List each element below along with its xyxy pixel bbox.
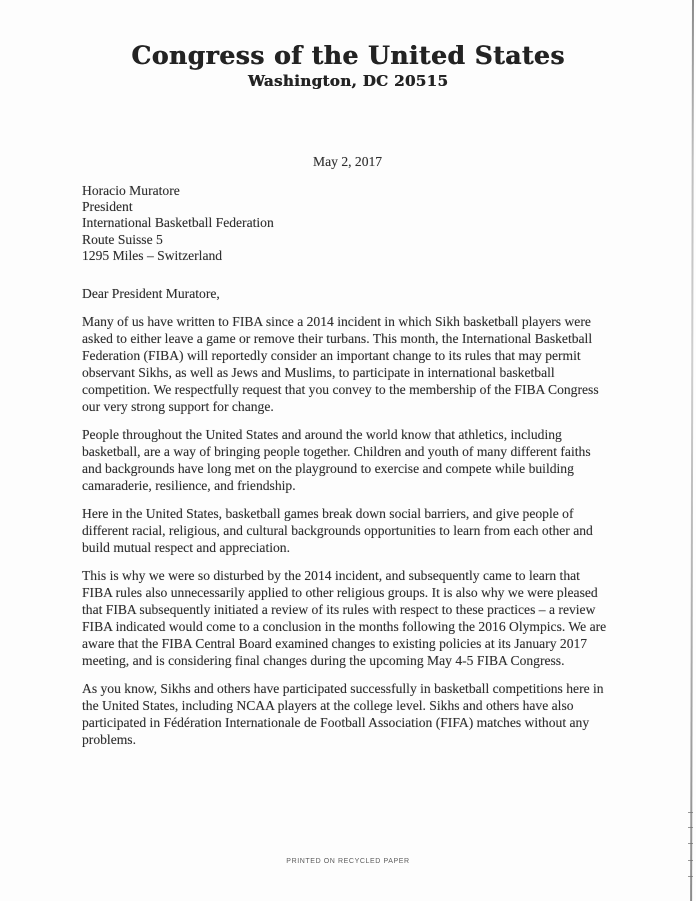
paragraph-line: problems. bbox=[82, 732, 136, 748]
body-paragraph bbox=[82, 505, 630, 556]
paragraph-line: aware that the FIBA Central Board examined changes to existing policies at its January 2017 bbox=[82, 636, 588, 652]
recycled-paper-note: PRINTED ON RECYCLED PAPER bbox=[286, 858, 410, 865]
salutation: Dear President Muratore, bbox=[82, 286, 220, 302]
scan-tick-artifact bbox=[688, 843, 693, 844]
body-paragraph bbox=[82, 680, 630, 748]
paragraph-line: asked to either leave a game or remove their turbans. This month, the International Basketball bbox=[82, 331, 593, 347]
paragraph-line: Here in the United States, basketball games break down social barriers, and give people of bbox=[82, 506, 574, 522]
paragraph-line: our very strong support for change. bbox=[82, 399, 274, 415]
scan-tick-artifact bbox=[688, 827, 693, 828]
paragraph-line: build mutual respect and appreciation. bbox=[82, 540, 290, 556]
scan-edge-artifact bbox=[690, 0, 693, 901]
letterhead bbox=[0, 0, 696, 90]
address-line: International Basketball Federation bbox=[82, 215, 274, 231]
paragraph-line: camaraderie, resilience, and friendship. bbox=[82, 478, 296, 494]
paragraph-line: FIBA indicated would come to a conclusion in the months following the 2016 Olympics. We are bbox=[82, 619, 607, 635]
paragraph-line: the United States, including NCAA players at the college level. Sikhs and others have also bbox=[82, 698, 574, 714]
address-line: Horacio Muratore bbox=[82, 183, 180, 198]
paragraph-line: competition. We respectfully request that you convey to the membership of the FIBA Congress bbox=[82, 382, 599, 398]
address-line: 1295 Miles – Switzerland bbox=[82, 247, 223, 263]
recipient-address bbox=[82, 183, 630, 264]
paragraph-line: As you know, Sikhs and others have participated successfully in basketball competitions here in bbox=[82, 681, 604, 697]
body-paragraph bbox=[82, 567, 630, 669]
scan-tick-artifact bbox=[688, 812, 693, 813]
body-paragraph bbox=[82, 426, 630, 494]
paragraph-line: This is why we were so disturbed by the 2014 incident, and subsequently came to learn that bbox=[82, 568, 580, 584]
paragraph-line: and backgrounds have long met on the playground to exercise and compete while building bbox=[82, 461, 574, 477]
paragraph-line: FIBA rules also unnecessarily applied to other religious groups. It is also why we were pleased bbox=[82, 585, 598, 601]
paragraph-line: meeting, and is considering final changes during the upcoming May 4-5 FIBA Congress. bbox=[82, 653, 565, 669]
scan-tick-artifact bbox=[688, 876, 693, 877]
address-line: Route Suisse 5 bbox=[82, 231, 163, 247]
paragraph-line: People throughout the United States and around the world know that athletics, including bbox=[82, 427, 562, 443]
date-line: May 2, 2017 bbox=[313, 154, 383, 169]
letterhead-title: Congress of the United States bbox=[131, 41, 565, 70]
paragraph-line: different racial, religious, and cultural backgrounds opportunities to learn from each other and bbox=[82, 523, 593, 539]
letterhead-subtitle: Washington, DC 20515 bbox=[247, 72, 449, 90]
letter-body bbox=[82, 153, 630, 748]
address-line: President bbox=[82, 199, 133, 215]
paragraph-line: participated in Fédération Internationale de Football Association (FIFA) matches without any bbox=[82, 715, 590, 731]
paragraph-line: that FIBA subsequently initiated a review of its rules with respect to these practices – a review bbox=[82, 602, 596, 618]
paragraph-line: basketball, are a way of bringing people together. Children and youth of many different faiths bbox=[82, 444, 591, 460]
body-paragraph bbox=[82, 313, 630, 415]
paragraph-line: Federation (FIBA) will reportedly consider an important change to its rules that may permit bbox=[82, 348, 581, 364]
paragraph-line: Many of us have written to FIBA since a 2014 incident in which Sikh basketball players were bbox=[82, 314, 591, 330]
scan-tick-artifact bbox=[688, 860, 693, 861]
paragraph-line: observant Sikhs, as well as Jews and Muslims, to participate in international basketball bbox=[82, 365, 555, 381]
